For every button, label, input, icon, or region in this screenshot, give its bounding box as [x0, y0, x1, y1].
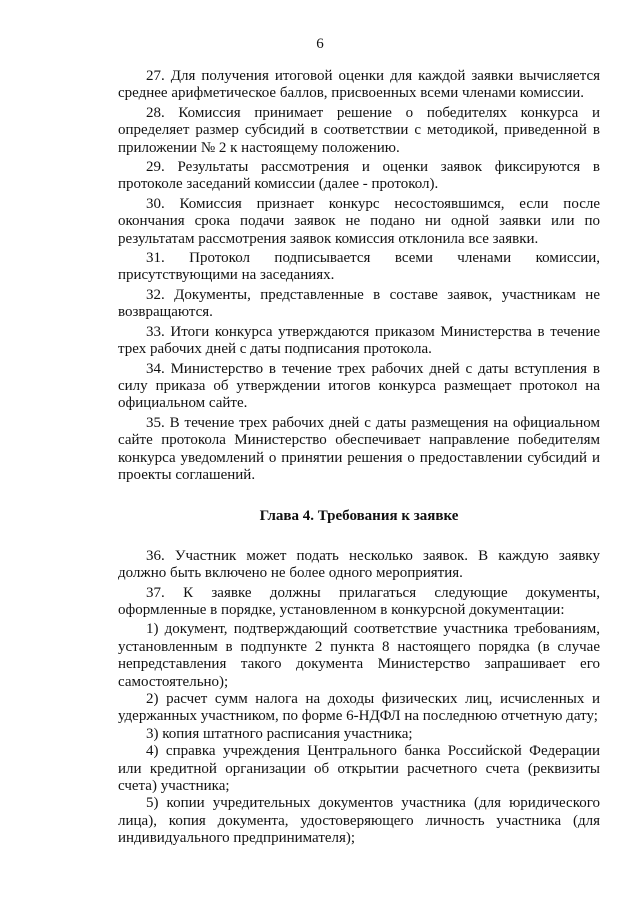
- paragraph-33: 33. Итоги конкурса утверждаются приказом Министерства в течение трех рабочих дней с даты подписания протокола.: [118, 323, 600, 358]
- paragraph-32: 32. Документы, представленные в составе заявок, участникам не возвращаются.: [118, 286, 600, 321]
- document-body: [118, 68, 600, 848]
- paragraph-31: 31. Протокол подписывается всеми членами комиссии, присутствующими на заседаниях.: [118, 250, 600, 284]
- paragraph-30: 30. Комиссия признает конкурс несостоявшимся, если после окончания срока подачи заявок не подано ни одной заявки или по результатам рассмотрения заявок комиссия отклонила все заявки.: [118, 195, 600, 247]
- list-item: 3) копия штатного расписания участника;: [146, 725, 413, 742]
- page-number: 6: [316, 36, 324, 52]
- paragraph-37: 37. К заявке должны прилагаться следующие документы, оформленные в порядке, установленном в конкурсной документации:: [118, 584, 600, 618]
- list-item: 2) расчет сумм налога на доходы физических лиц, исчисленных и удержанных участником, по форме 6-НДФЛ на последнюю отчетную дату;: [118, 691, 600, 725]
- list-item: 5) копии учредительных документов участника (для юридического лица), копия документа, удостоверяющего личность участника (для индивидуального предпринимателя);: [118, 795, 600, 847]
- paragraph-29: 29. Результаты рассмотрения и оценки заявок фиксируются в протоколе заседаний комиссии (далее - протокол).: [118, 159, 600, 193]
- paragraph-27: 27. Для получения итоговой оценки для каждой заявки вычисляется среднее арифметическое баллов, присвоенных всеми членами комиссии.: [118, 68, 600, 102]
- list-item: 1) документ, подтверждающий соответствие участника требованиям, установленным в подпункте 2 пункта 8 настоящего порядка (в случае непредставления такого документа Министерство запрашивает его самостоятельно);: [118, 621, 600, 690]
- list-item: 4) справка учреждения Центрального банка Российской Федерации или кредитной организации об открытии расчетного счета (реквизиты счета) участника;: [118, 743, 600, 795]
- paragraph-35: 35. В течение трех рабочих дней с даты размещения на официальном сайте протокола Министерство обеспечивает направление победителям конкурса уведомлений о принятии решения о предоставлении субсидий и проекты соглашений.: [118, 414, 600, 483]
- paragraph-34: 34. Министерство в течение трех рабочих дней с даты вступления в силу приказа об утверждении итогов конкурса размещает протокол на официальном сайте.: [118, 360, 600, 412]
- paragraph-36: 36. Участник может подать несколько заявок. В каждую заявку должно быть включено не более одного мероприятия.: [118, 547, 600, 582]
- paragraph-28: 28. Комиссия принимает решение о победителях конкурса и определяет размер субсидий в соответствии с методикой, приведенной в приложении № 2 к настоящему положению.: [118, 104, 600, 156]
- chapter-heading: Глава 4. Требования к заявке: [259, 508, 459, 525]
